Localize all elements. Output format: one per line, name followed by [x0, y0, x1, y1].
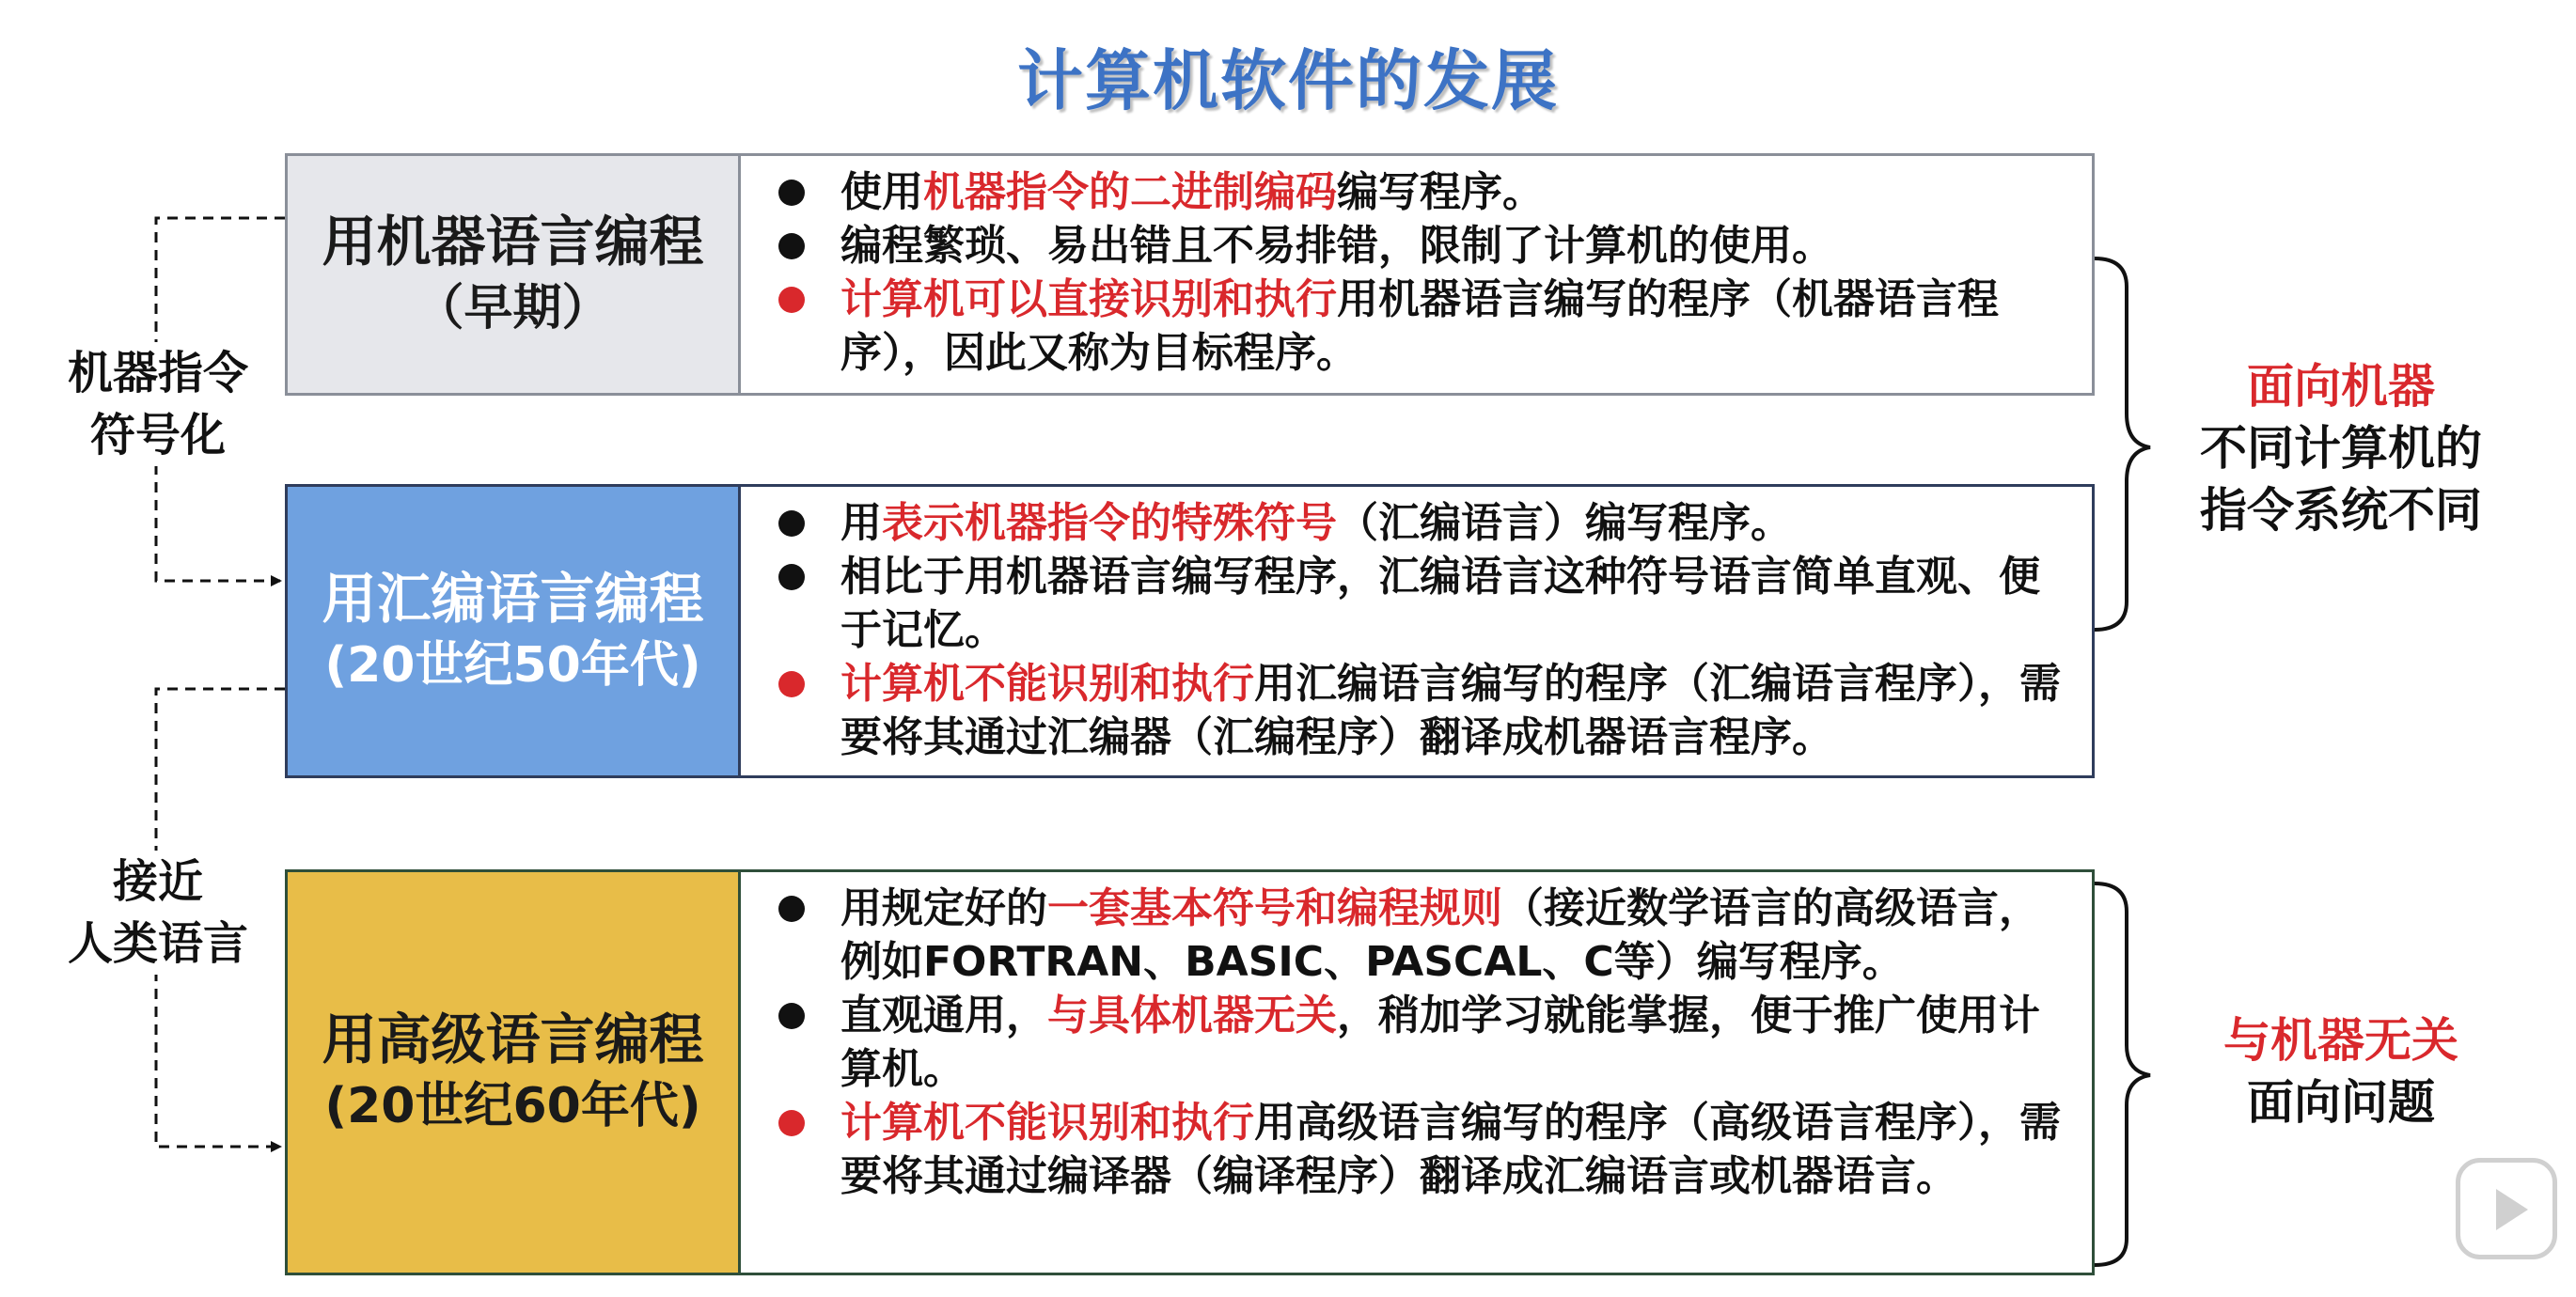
high-level-language-era: (20世纪60年代): [324, 1078, 701, 1134]
highlight-text: 计算机不能识别和执行: [840, 1099, 1254, 1147]
play-icon[interactable]: [2456, 1158, 2557, 1259]
machine-language-era: （早期）: [415, 280, 611, 336]
bullet-item: 计算机不能识别和执行用高级语言编写的程序（高级语言程序），需要将其通过编译器（编译程序）翻译成汇编语言或机器语言。: [778, 1096, 2073, 1203]
highlight-text: 一套基本符号和编程规则: [1047, 884, 1502, 932]
bullet-item: 计算机不能识别和执行用汇编语言编写的程序（汇编语言程序），需要将其通过汇编器（汇编程序）翻译成机器语言程序。: [778, 657, 2073, 764]
bullet-item: 编程繁琐、易出错且不易排错，限制了计算机的使用。: [778, 219, 2073, 273]
bullet-item: 相比于用机器语言编写程序，汇编语言这种符号语言简单直观、便于记忆。: [778, 550, 2073, 657]
bullet-item: 计算机可以直接识别和执行用机器语言编写的程序（机器语言程序），因此又称为目标程序。: [778, 273, 2073, 380]
highlight-text: 计算机可以直接识别和执行: [840, 275, 1337, 323]
highlight-text: 机器指令的二进制编码: [923, 168, 1337, 216]
assembly-language-title: 用汇编语言编程: [322, 566, 704, 631]
assembly-language-era: (20世纪50年代): [324, 636, 701, 694]
brace-machine-independent-icon: [2095, 883, 2150, 1265]
bullet-item: 用表示机器指令的特殊符号（汇编语言）编写程序。: [778, 496, 2073, 550]
highlight-text: 计算机不能识别和执行: [840, 660, 1254, 708]
highlight-text: 表示机器指令的特殊符号: [882, 499, 1337, 547]
highlight-text: 与具体机器无关: [1047, 992, 1337, 1039]
bullet-item: 使用机器指令的二进制编码编写程序。: [778, 165, 2073, 219]
near-human-language-label: 接近 人类语言: [55, 851, 261, 975]
page-title: 计算机软件的发展: [1017, 42, 1559, 119]
high-level-language-title: 用高级语言编程: [322, 1008, 704, 1071]
machine-language-title: 用机器语言编程: [322, 210, 704, 273]
machine-independent-label: 与机器无关 面向问题: [2223, 1013, 2458, 1130]
symbolize-label: 机器指令 符号化: [55, 342, 261, 466]
brace-machine-oriented-icon: [2095, 258, 2150, 630]
bullet-item: 用规定好的一套基本符号和编程规则（接近数学语言的高级语言，例如FORTRAN、BASIC、PASCAL、C等）编写程序。: [778, 882, 2073, 989]
machine-oriented-label: 面向机器 不同计算机的 指令系统不同: [2200, 359, 2482, 538]
bullet-item: 直观通用，与具体机器无关，稍加学习就能掌握，便于推广使用计算机。: [778, 989, 2073, 1096]
